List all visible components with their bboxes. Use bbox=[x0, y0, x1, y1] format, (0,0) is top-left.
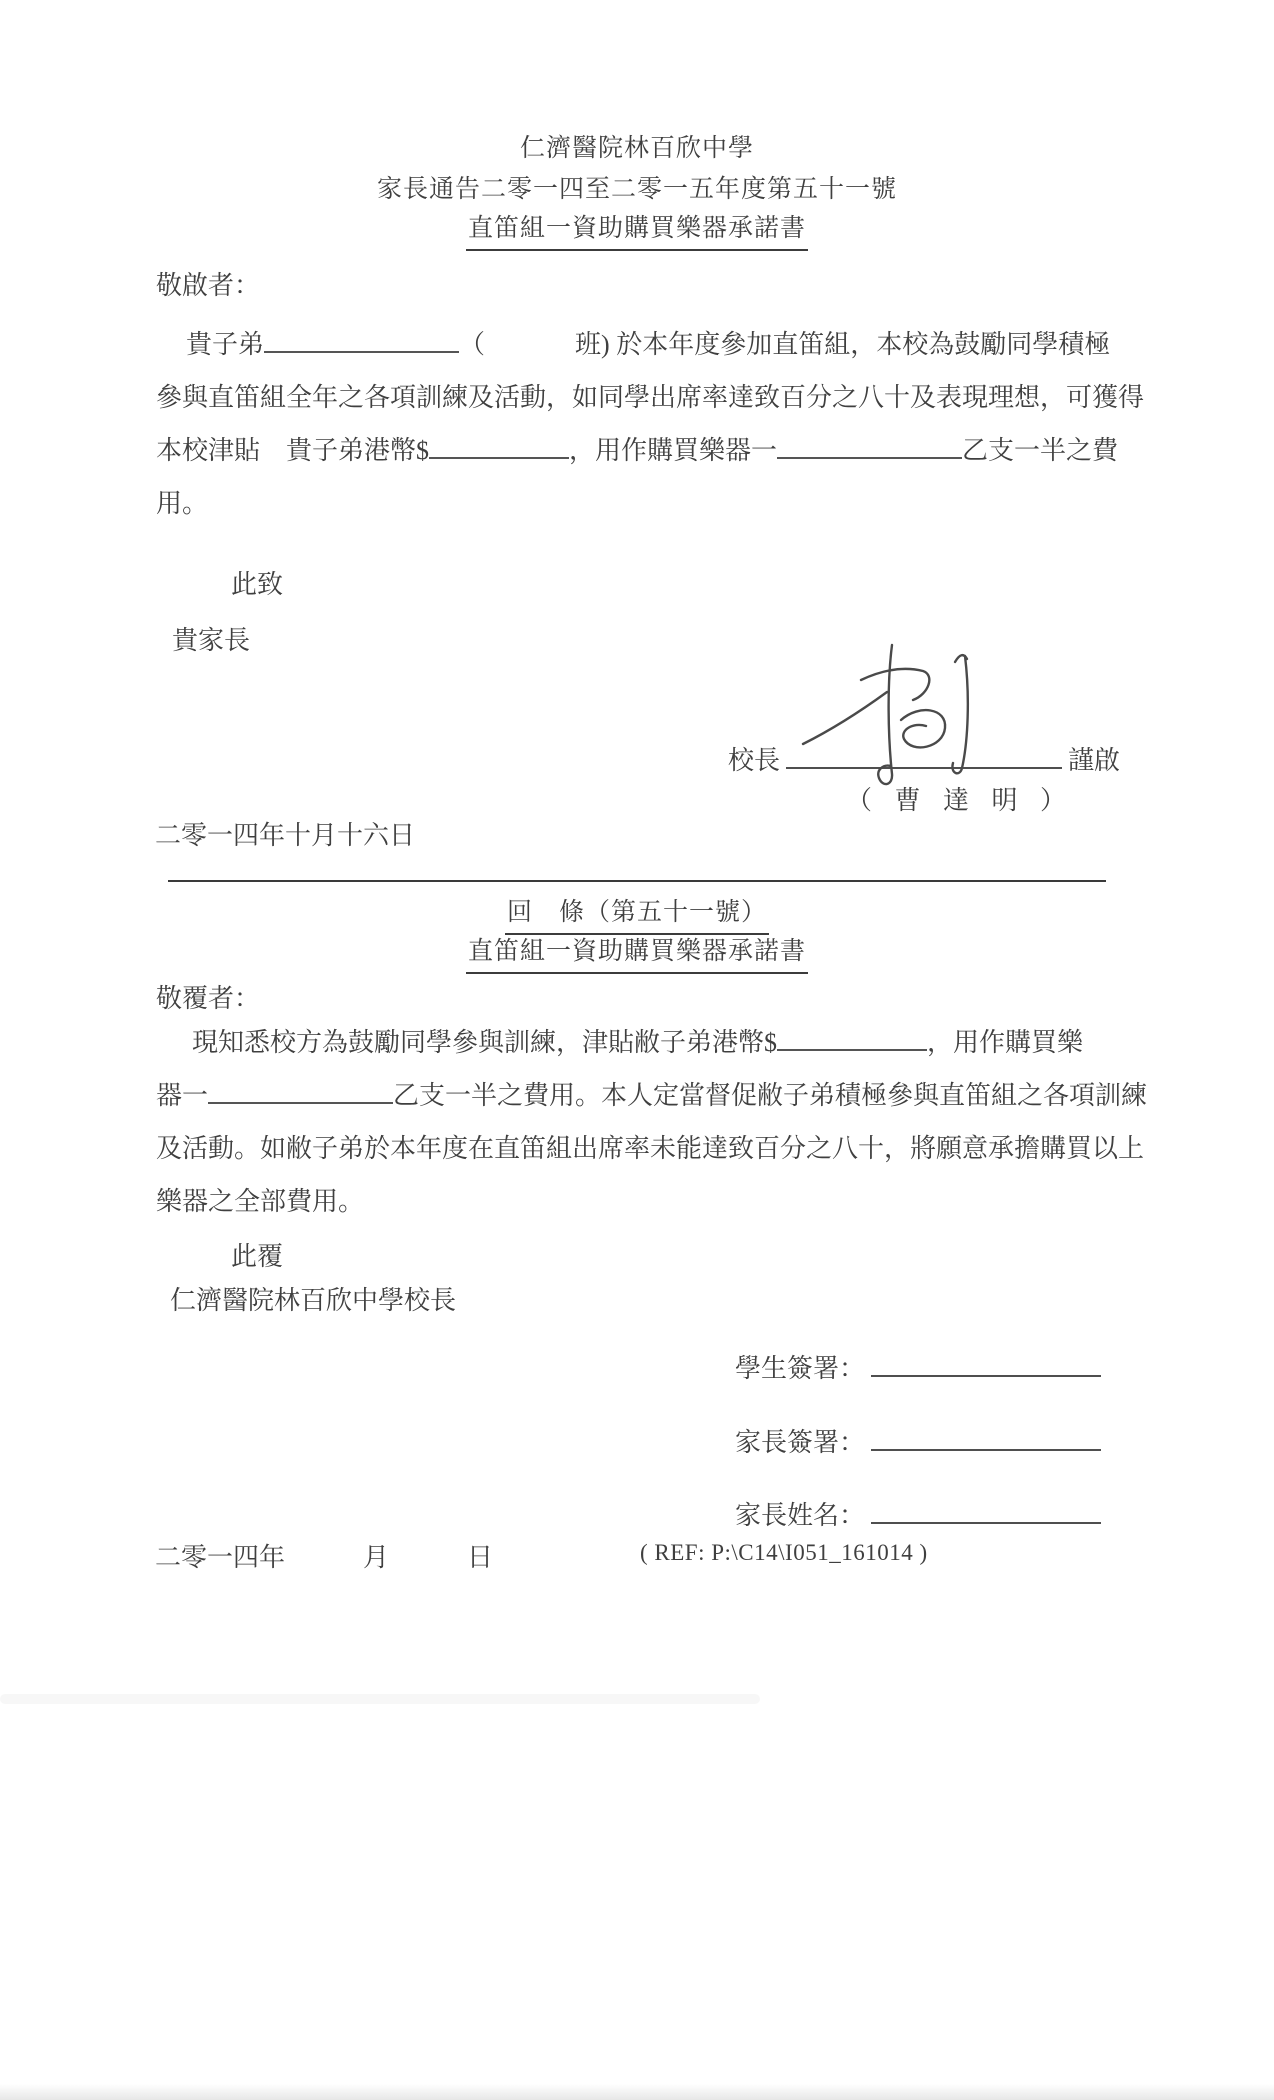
class-blank-space bbox=[485, 329, 575, 353]
reply-subject-row bbox=[0, 931, 1274, 974]
parent-signature-line bbox=[871, 1423, 1101, 1451]
file-reference: ( REF: P:\C14\I051_161014 ) bbox=[640, 1540, 928, 1565]
reply-heading: 回 條（第五十一號） bbox=[505, 892, 769, 935]
notice-paragraph-line3: 本校津貼 貴子弟港幣$ ，用作購買樂器一 乙支一半之費 bbox=[156, 424, 1144, 477]
notice-salutation: 敬啟者： bbox=[156, 271, 261, 300]
notice-number: 家長通告二零一四至二零一五年度第五十一號 bbox=[376, 176, 897, 203]
reply-paragraph bbox=[156, 1016, 1147, 1228]
student-signature-label: 學生簽署： bbox=[735, 1354, 866, 1383]
instrument-name-blank bbox=[777, 433, 962, 459]
reply-paragraph-line4: 樂器之全部費用。 bbox=[156, 1187, 365, 1216]
notice-date: 二零一四年十月十六日 bbox=[155, 821, 416, 850]
reply-closing-to: 此覆 bbox=[231, 1242, 284, 1271]
parent-signature-label: 家長簽署： bbox=[735, 1428, 866, 1457]
notice-closing-to: 此致 bbox=[231, 570, 284, 599]
notice-paragraph-line2: 參與直笛組全年之各項訓練及活動，如同學出席率達致百分之八十及表現理想，可獲得 bbox=[156, 383, 1145, 412]
notice-paragraph bbox=[156, 318, 1144, 530]
reply-paragraph-line1: 現知悉校方為鼓勵同學參與訓練，津貼敝子弟港幣$ ，用作購買樂 bbox=[156, 1016, 1147, 1069]
reply-date-line: 二零一四年 月 日 bbox=[155, 1543, 494, 1572]
tear-off-divider bbox=[168, 880, 1106, 882]
reply-subject: 直笛組一資助購買樂器承諾書 bbox=[466, 931, 808, 974]
scan-edge-artifact bbox=[0, 2084, 1274, 2100]
scan-smudge-artifact bbox=[0, 1694, 760, 1704]
notice-closing-recipient: 貴家長 bbox=[172, 626, 251, 655]
reply-salutation: 敬覆者： bbox=[156, 984, 261, 1013]
reply-instrument-name-blank bbox=[208, 1078, 393, 1104]
reply-subsidy-amount-blank bbox=[777, 1025, 927, 1051]
school-name: 仁濟醫院林百欣中學 bbox=[519, 135, 754, 162]
student-signature-line bbox=[871, 1349, 1101, 1377]
reply-paragraph-line3: 及活動。如敝子弟於本年度在直笛組出席率未能達致百分之八十，將願意承擔購買以上 bbox=[156, 1134, 1145, 1163]
notice-subject: 直笛組一資助購買樂器承諾書 bbox=[466, 208, 808, 251]
reply-heading-row bbox=[0, 892, 1274, 935]
subsidy-amount-blank bbox=[429, 433, 569, 459]
parent-name-row bbox=[735, 1495, 1107, 1532]
parent-name-line bbox=[871, 1496, 1101, 1524]
student-signature-row bbox=[735, 1348, 1107, 1385]
notice-subject-row bbox=[0, 208, 1274, 251]
principal-label: 校長 bbox=[728, 746, 781, 775]
student-name-blank bbox=[264, 327, 459, 353]
principal-signature bbox=[795, 642, 1005, 802]
respectfully-label: 謹啟 bbox=[1068, 746, 1121, 775]
reply-closing-recipient: 仁濟醫院林百欣中學校長 bbox=[170, 1286, 457, 1315]
reply-paragraph-line2: 器一 乙支一半之費用。本人定當督促敝子弟積極參與直笛組之各項訓練 bbox=[156, 1069, 1147, 1122]
principal-name: （ 曹 達 明 ） bbox=[846, 786, 1075, 815]
parent-signature-row bbox=[735, 1422, 1107, 1459]
notice-paragraph-line4: 用。 bbox=[156, 489, 209, 518]
notice-paragraph-line1: 貴子弟 （ 班) 於本年度參加直笛組，本校為鼓勵同學積極 bbox=[156, 318, 1144, 371]
parent-name-label: 家長姓名： bbox=[735, 1501, 866, 1530]
